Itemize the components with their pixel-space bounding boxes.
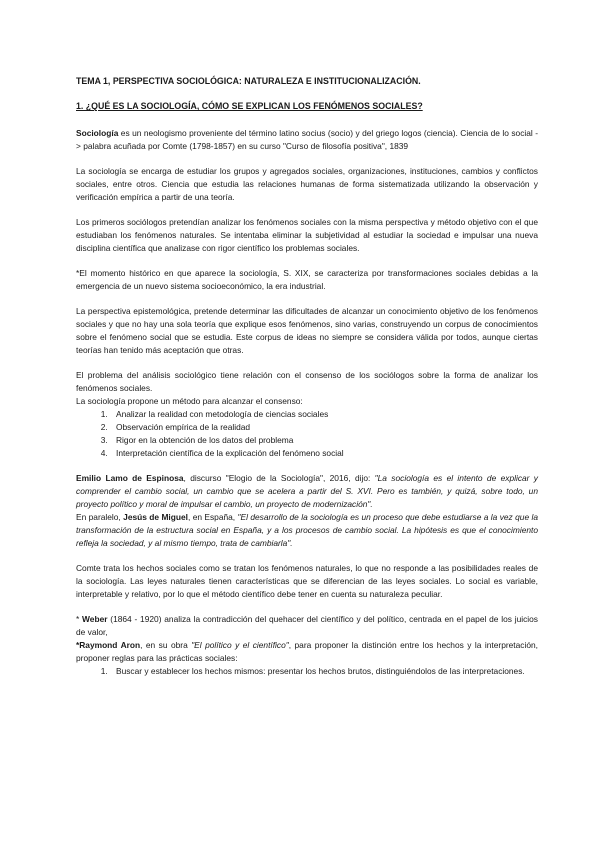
- paragraph-epistemology: La perspectiva epistemológica, pretende determinar las dificultades de alcanzar un conocimiento objetivo de los fenómenos sociales y que no hay una sola teoría que explique esos fenómenos, sino varias, construyendo un corpus de conocimientos sobre el fenómeno social que se estudia. Este corpus de ideas no siempre se considera válida por todos, aunque ciertas teorías han tenido más aceptación que otras.: [76, 306, 538, 355]
- miguel-quote: "El desarrollo de la sociología es un proceso que debe estudiarse a la vez que la transformación de la estructura social en España, y a los procesos de cambio social. La hipótesis es que el conocimiento refleja la sociedad, y al mismo tiempo, trata de cambiarla".: [76, 512, 539, 548]
- lamo-intro: , discurso "Elogio de la Sociología", 2016, dijo:: [183, 473, 375, 483]
- paragraph-method-intro: La sociología propone un método para alcanzar el consenso:: [76, 396, 303, 406]
- paragraph-scope: La sociología se encarga de estudiar los grupos y agregados sociales, organizaciones, instituciones, cambios y conflictos sociales, entre otros. Ciencia que estudia las relaciones humanas de forma sistematizada utilizando la observación y verificación empírica a partir de una teoría.: [76, 166, 538, 202]
- aron-text-2: , para proponer la distinción entre los hechos y la interpretación, proponer reglas para las prácticas sociales:: [76, 640, 538, 663]
- method-list: [76, 408, 538, 460]
- paragraph-early-sociologists: Los primeros sociólogos pretendían analizar los fenómenos sociales con la misma perspectiva y método objetivo con el que estudiaban los fenómenos naturales. Se intentaba eliminar la subjetividad al estudiar la sociedad e impulsar una nueva disciplina científica que analizase con rigor científico los problemas sociales.: [76, 217, 538, 253]
- paragraph-lamo-quote: [76, 472, 538, 511]
- paragraph-comte: Comte trata los hechos sociales como se tratan los fenómenos naturales, lo que no responde a las posibilidades reales de la sociología. Las leyes naturales tienen características que se diferencian de las leyes sociales. Lo social es variable, interpretable y relativo, por lo que el método científico debe tener en cuenta su naturaleza peculiar.: [76, 563, 538, 599]
- paragraph-definition: [76, 127, 538, 153]
- document-title: TEMA 1, PERSPECTIVA SOCIOLÓGICA: NATURALEZA E INSTITUCIONALIZACIÓN.: [76, 76, 421, 86]
- list-item: 2. Observación empírica de la realidad: [110, 421, 538, 434]
- definition-text: es un neologismo proveniente del término latino socius (socio) y del griego logos (ciencia). Ciencia de lo social -> palabra acuñada por Comte (1798-1857) en su curso "Curso de filosofía positiva", 1839: [76, 128, 538, 151]
- paragraph-miguel-quote: [76, 511, 538, 550]
- aron-text: , en su obra: [140, 640, 192, 650]
- weber-prefix: *: [76, 614, 83, 624]
- paragraph-aron: [76, 639, 538, 665]
- weber-text: (1864 - 1920) analiza la contradicción del quehacer del científico y del político, centrada en el papel de los juicios de valor,: [76, 614, 538, 637]
- rules-list: [76, 665, 538, 678]
- author-weber: Weber: [82, 614, 108, 624]
- paragraph-analysis-problem: El problema del análisis sociológico tiene relación con el consenso de los sociólogos sobre la forma de analizar los fenómenos sociales.: [76, 370, 538, 393]
- list-item: 3. Rigor en la obtención de los datos del problema: [110, 434, 538, 447]
- lamo-quote: "La sociología es el intento de explicar y comprender el cambio social, un cambio que se acelera a partir del S. XVI. Pero es también, y quizá, sobre todo, un proyecto político y moral de impulsar el cambio, un proyecto de modernización".: [76, 473, 538, 509]
- author-aron: *Raymond Aron: [76, 640, 141, 650]
- list-item: 1. Buscar y establecer los hechos mismos: presentar los hechos brutos, distinguiéndolos de las interpretaciones.: [110, 665, 538, 678]
- author-lamo: Emilio Lamo de Espinosa: [76, 473, 184, 483]
- list-item: 1. Analizar la realidad con metodología de ciencias sociales: [110, 408, 538, 421]
- author-miguel: Jesús de Miguel: [123, 512, 188, 522]
- term-sociologia: Sociología: [76, 128, 119, 138]
- aron-work-title: "El político y el científico": [191, 640, 289, 650]
- miguel-intro: , en España,: [187, 512, 238, 522]
- paragraph-weber: [76, 613, 538, 639]
- list-item: 4. Interpretación científica de la explicación del fenómeno social: [110, 447, 538, 460]
- section-heading: 1. ¿QUÉ ES LA SOCIOLOGÍA, CÓMO SE EXPLICAN LOS FENÓMENOS SOCIALES?: [76, 101, 423, 111]
- paragraph-historical-moment: *El momento histórico en que aparece la sociología, S. XIX, se caracteriza por transformaciones sociales debidas a la emergencia de un nuevo sistema socioeconómico, la era industrial.: [76, 268, 538, 291]
- miguel-prefix: En paralelo,: [76, 512, 124, 522]
